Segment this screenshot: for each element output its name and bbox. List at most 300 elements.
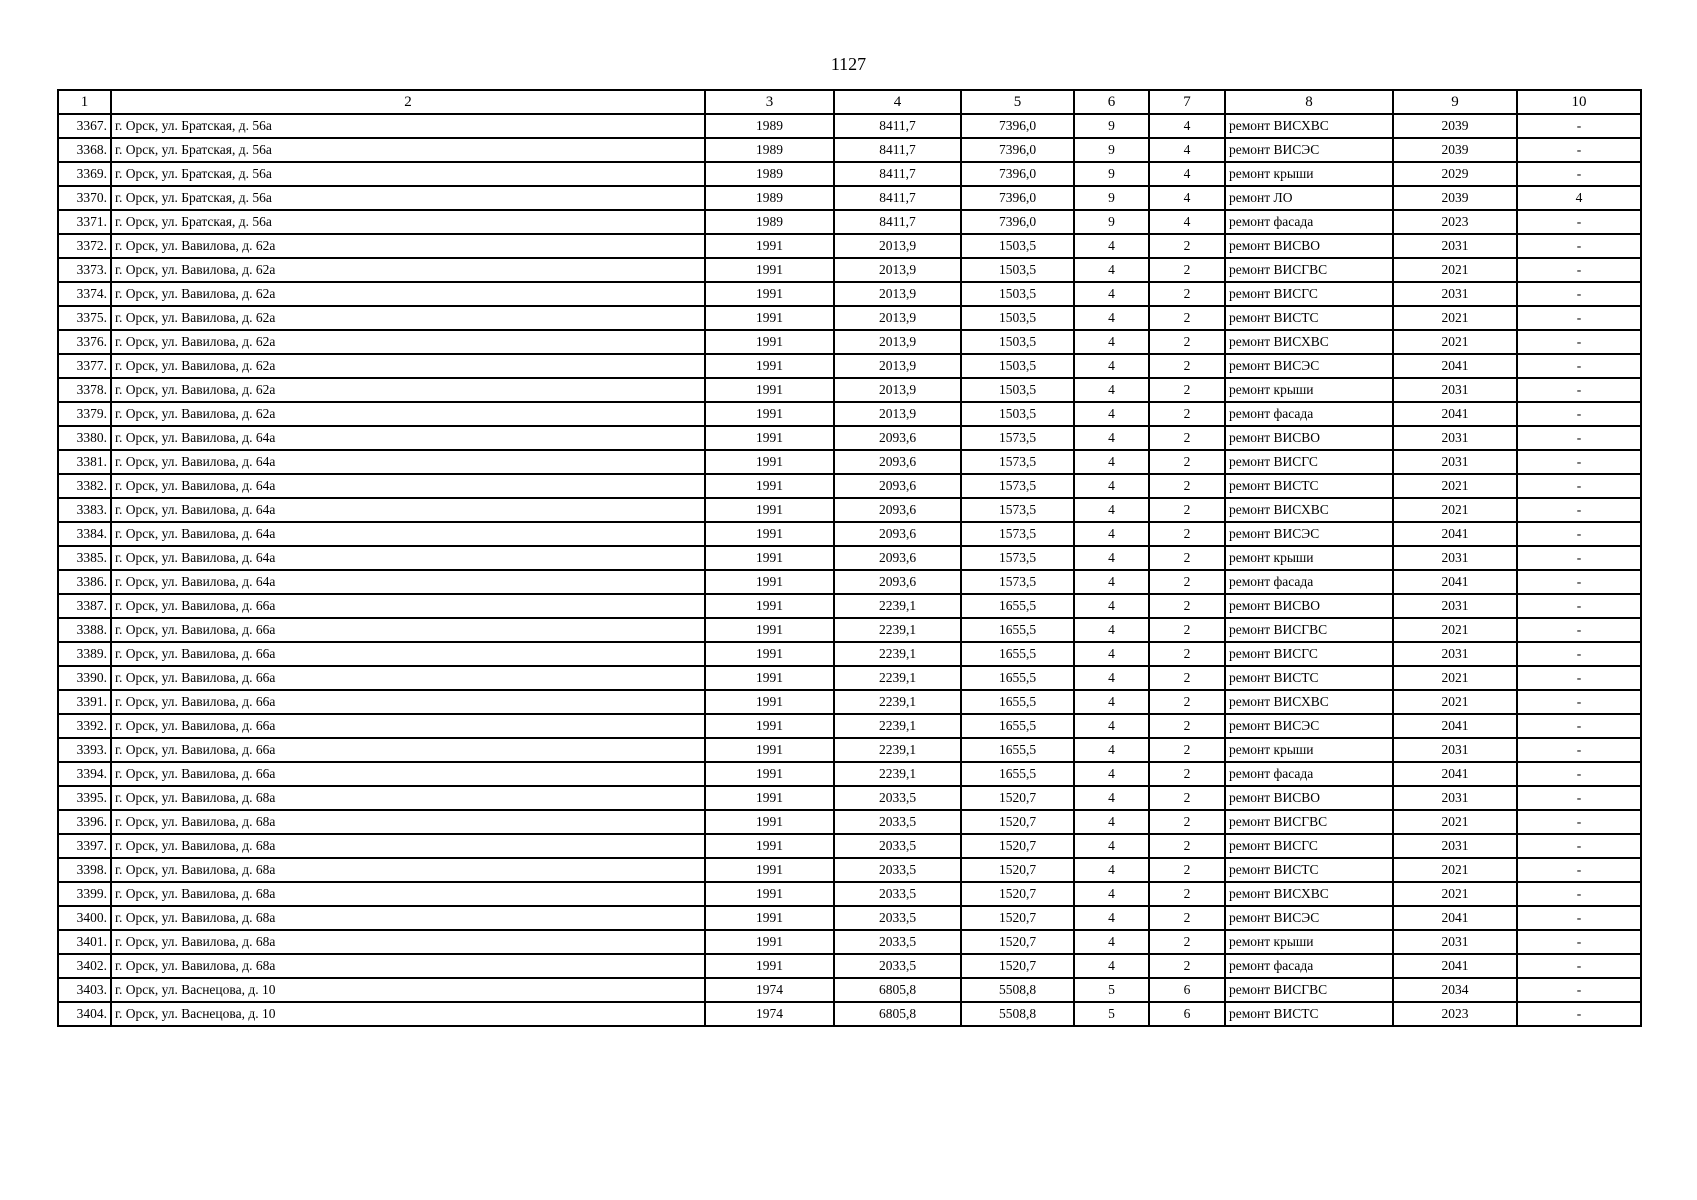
- total-area: 6805,8: [834, 978, 961, 1002]
- planned-year: 2021: [1393, 474, 1517, 498]
- work-type: ремонт ВИСХВС: [1225, 330, 1393, 354]
- planned-year: 2031: [1393, 786, 1517, 810]
- total-area: 2013,9: [834, 378, 961, 402]
- work-type: ремонт ВИСЭС: [1225, 522, 1393, 546]
- planned-year: 2031: [1393, 738, 1517, 762]
- total-area: 2239,1: [834, 618, 961, 642]
- floors: 4: [1074, 786, 1149, 810]
- table-row: [58, 258, 1641, 282]
- table-row: [58, 426, 1641, 450]
- floors: 9: [1074, 162, 1149, 186]
- row-number: 3386.: [58, 570, 111, 594]
- address: г. Орск, ул. Вавилова, д. 68а: [111, 882, 705, 906]
- floors: 4: [1074, 618, 1149, 642]
- address: г. Орск, ул. Вавилова, д. 62а: [111, 378, 705, 402]
- planned-year: 2041: [1393, 354, 1517, 378]
- work-type: ремонт ВИСВО: [1225, 786, 1393, 810]
- floors: 9: [1074, 138, 1149, 162]
- year-built: 1991: [705, 618, 834, 642]
- column-10-value: -: [1517, 234, 1641, 258]
- row-number: 3383.: [58, 498, 111, 522]
- column-header: 7: [1149, 90, 1225, 114]
- year-built: 1989: [705, 138, 834, 162]
- planned-year: 2041: [1393, 714, 1517, 738]
- table-row: [58, 786, 1641, 810]
- entrances: 2: [1149, 930, 1225, 954]
- entrances: 2: [1149, 618, 1225, 642]
- entrances: 2: [1149, 690, 1225, 714]
- table-row: [58, 642, 1641, 666]
- planned-year: 2041: [1393, 402, 1517, 426]
- floors: 4: [1074, 306, 1149, 330]
- living-area: 1655,5: [961, 666, 1074, 690]
- total-area: 2033,5: [834, 930, 961, 954]
- total-area: 2013,9: [834, 282, 961, 306]
- address: г. Орск, ул. Вавилова, д. 64а: [111, 570, 705, 594]
- entrances: 2: [1149, 282, 1225, 306]
- address: г. Орск, ул. Вавилова, д. 66а: [111, 594, 705, 618]
- planned-year: 2039: [1393, 186, 1517, 210]
- planned-year: 2031: [1393, 378, 1517, 402]
- column-10-value: -: [1517, 210, 1641, 234]
- address: г. Орск, ул. Вавилова, д. 64а: [111, 426, 705, 450]
- address: г. Орск, ул. Вавилова, д. 62а: [111, 330, 705, 354]
- entrances: 2: [1149, 738, 1225, 762]
- entrances: 2: [1149, 666, 1225, 690]
- year-built: 1974: [705, 1002, 834, 1026]
- year-built: 1989: [705, 186, 834, 210]
- year-built: 1991: [705, 498, 834, 522]
- address: г. Орск, ул. Вавилова, д. 62а: [111, 354, 705, 378]
- year-built: 1991: [705, 570, 834, 594]
- living-area: 7396,0: [961, 210, 1074, 234]
- address: г. Орск, ул. Вавилова, д. 68а: [111, 786, 705, 810]
- total-area: 2033,5: [834, 834, 961, 858]
- table-row: [58, 738, 1641, 762]
- table-row: [58, 282, 1641, 306]
- row-number: 3403.: [58, 978, 111, 1002]
- column-10-value: -: [1517, 714, 1641, 738]
- column-10-value: -: [1517, 162, 1641, 186]
- column-10-value: -: [1517, 402, 1641, 426]
- entrances: 2: [1149, 546, 1225, 570]
- address: г. Орск, ул. Вавилова, д. 68а: [111, 906, 705, 930]
- work-type: ремонт фасада: [1225, 402, 1393, 426]
- total-area: 2013,9: [834, 306, 961, 330]
- year-built: 1991: [705, 402, 834, 426]
- planned-year: 2021: [1393, 858, 1517, 882]
- table-row: [58, 978, 1641, 1002]
- floors: 4: [1074, 522, 1149, 546]
- entrances: 2: [1149, 234, 1225, 258]
- year-built: 1991: [705, 594, 834, 618]
- living-area: 1503,5: [961, 402, 1074, 426]
- work-type: ремонт ВИСГС: [1225, 282, 1393, 306]
- row-number: 3392.: [58, 714, 111, 738]
- total-area: 2239,1: [834, 714, 961, 738]
- total-area: 2093,6: [834, 498, 961, 522]
- year-built: 1991: [705, 330, 834, 354]
- table-row: [58, 594, 1641, 618]
- living-area: 1573,5: [961, 570, 1074, 594]
- page-number: 1127: [830, 54, 867, 74]
- row-number: 3367.: [58, 114, 111, 138]
- work-type: ремонт ВИСТС: [1225, 858, 1393, 882]
- column-10-value: -: [1517, 330, 1641, 354]
- planned-year: 2021: [1393, 330, 1517, 354]
- living-area: 5508,8: [961, 1002, 1074, 1026]
- total-area: 6805,8: [834, 1002, 961, 1026]
- entrances: 2: [1149, 426, 1225, 450]
- column-header: 4: [834, 90, 961, 114]
- address: г. Орск, ул. Вавилова, д. 66а: [111, 642, 705, 666]
- year-built: 1991: [705, 474, 834, 498]
- year-built: 1991: [705, 882, 834, 906]
- column-header: 3: [705, 90, 834, 114]
- work-type: ремонт ВИСГВС: [1225, 258, 1393, 282]
- column-10-value: -: [1517, 642, 1641, 666]
- floors: 4: [1074, 690, 1149, 714]
- year-built: 1991: [705, 762, 834, 786]
- table-row: [58, 522, 1641, 546]
- entrances: 2: [1149, 810, 1225, 834]
- column-10-value: -: [1517, 930, 1641, 954]
- column-10-value: -: [1517, 690, 1641, 714]
- year-built: 1991: [705, 666, 834, 690]
- address: г. Орск, ул. Вавилова, д. 68а: [111, 930, 705, 954]
- total-area: 8411,7: [834, 138, 961, 162]
- address: г. Орск, ул. Вавилова, д. 68а: [111, 858, 705, 882]
- row-number: 3375.: [58, 306, 111, 330]
- column-10-value: -: [1517, 786, 1641, 810]
- work-type: ремонт ВИСГС: [1225, 642, 1393, 666]
- table-row: [58, 618, 1641, 642]
- row-number: 3377.: [58, 354, 111, 378]
- row-number: 3395.: [58, 786, 111, 810]
- work-type: ремонт крыши: [1225, 546, 1393, 570]
- work-type: ремонт ВИСГВС: [1225, 810, 1393, 834]
- row-number: 3396.: [58, 810, 111, 834]
- table-row: [58, 474, 1641, 498]
- row-number: 3368.: [58, 138, 111, 162]
- entrances: 4: [1149, 210, 1225, 234]
- table-row: [58, 210, 1641, 234]
- table-row: [58, 762, 1641, 786]
- column-10-value: -: [1517, 258, 1641, 282]
- address: г. Орск, ул. Вавилова, д. 66а: [111, 762, 705, 786]
- total-area: 2239,1: [834, 762, 961, 786]
- total-area: 2239,1: [834, 666, 961, 690]
- living-area: 1573,5: [961, 522, 1074, 546]
- entrances: 2: [1149, 858, 1225, 882]
- year-built: 1991: [705, 906, 834, 930]
- living-area: 1503,5: [961, 258, 1074, 282]
- table-row: [58, 810, 1641, 834]
- work-type: ремонт фасада: [1225, 570, 1393, 594]
- total-area: 2093,6: [834, 474, 961, 498]
- planned-year: 2021: [1393, 810, 1517, 834]
- entrances: 2: [1149, 570, 1225, 594]
- planned-year: 2041: [1393, 954, 1517, 978]
- living-area: 1655,5: [961, 594, 1074, 618]
- floors: 4: [1074, 642, 1149, 666]
- row-number: 3380.: [58, 426, 111, 450]
- planned-year: 2023: [1393, 1002, 1517, 1026]
- column-10-value: -: [1517, 450, 1641, 474]
- planned-year: 2041: [1393, 762, 1517, 786]
- total-area: 2239,1: [834, 690, 961, 714]
- living-area: 1573,5: [961, 450, 1074, 474]
- year-built: 1991: [705, 546, 834, 570]
- work-type: ремонт ВИСХВС: [1225, 882, 1393, 906]
- entrances: 2: [1149, 714, 1225, 738]
- living-area: 1573,5: [961, 546, 1074, 570]
- work-type: ремонт крыши: [1225, 378, 1393, 402]
- column-10-value: -: [1517, 354, 1641, 378]
- planned-year: 2021: [1393, 306, 1517, 330]
- column-10-value: -: [1517, 114, 1641, 138]
- address: г. Орск, ул. Вавилова, д. 64а: [111, 450, 705, 474]
- year-built: 1991: [705, 234, 834, 258]
- table-row: [58, 330, 1641, 354]
- living-area: 1655,5: [961, 642, 1074, 666]
- planned-year: 2021: [1393, 666, 1517, 690]
- table-row: [58, 906, 1641, 930]
- living-area: 1503,5: [961, 234, 1074, 258]
- work-type: ремонт ВИСВО: [1225, 234, 1393, 258]
- row-number: 3371.: [58, 210, 111, 234]
- column-10-value: -: [1517, 810, 1641, 834]
- total-area: 2033,5: [834, 882, 961, 906]
- work-type: ремонт ВИСЭС: [1225, 354, 1393, 378]
- row-number: 3372.: [58, 234, 111, 258]
- total-area: 8411,7: [834, 162, 961, 186]
- year-built: 1991: [705, 786, 834, 810]
- work-type: ремонт ВИСТС: [1225, 306, 1393, 330]
- living-area: 1655,5: [961, 738, 1074, 762]
- table-row: [58, 834, 1641, 858]
- row-number: 3370.: [58, 186, 111, 210]
- living-area: 1503,5: [961, 378, 1074, 402]
- address: г. Орск, ул. Вавилова, д. 66а: [111, 666, 705, 690]
- total-area: 2013,9: [834, 354, 961, 378]
- year-built: 1991: [705, 954, 834, 978]
- living-area: 1520,7: [961, 834, 1074, 858]
- planned-year: 2021: [1393, 882, 1517, 906]
- table-row: [58, 306, 1641, 330]
- address: г. Орск, ул. Вавилова, д. 64а: [111, 498, 705, 522]
- row-number: 3400.: [58, 906, 111, 930]
- column-10-value: -: [1517, 378, 1641, 402]
- floors: 4: [1074, 354, 1149, 378]
- floors: 4: [1074, 834, 1149, 858]
- column-10-value: -: [1517, 666, 1641, 690]
- work-type: ремонт ВИСВО: [1225, 426, 1393, 450]
- total-area: 2033,5: [834, 810, 961, 834]
- living-area: 7396,0: [961, 138, 1074, 162]
- address: г. Орск, ул. Братская, д. 56а: [111, 186, 705, 210]
- address: г. Орск, ул. Вавилова, д. 64а: [111, 546, 705, 570]
- year-built: 1991: [705, 858, 834, 882]
- entrances: 4: [1149, 162, 1225, 186]
- entrances: 2: [1149, 762, 1225, 786]
- total-area: 8411,7: [834, 210, 961, 234]
- planned-year: 2023: [1393, 210, 1517, 234]
- year-built: 1991: [705, 378, 834, 402]
- row-number: 3391.: [58, 690, 111, 714]
- floors: 4: [1074, 474, 1149, 498]
- floors: 9: [1074, 114, 1149, 138]
- floors: 4: [1074, 882, 1149, 906]
- address: г. Орск, ул. Вавилова, д. 62а: [111, 234, 705, 258]
- living-area: 1503,5: [961, 306, 1074, 330]
- total-area: 2093,6: [834, 570, 961, 594]
- row-number: 3376.: [58, 330, 111, 354]
- work-type: ремонт ЛО: [1225, 186, 1393, 210]
- living-area: 7396,0: [961, 186, 1074, 210]
- register-table: [57, 89, 1642, 1027]
- header-row: [58, 90, 1641, 114]
- row-number: 3388.: [58, 618, 111, 642]
- table-row: [58, 498, 1641, 522]
- living-area: 1520,7: [961, 786, 1074, 810]
- year-built: 1991: [705, 930, 834, 954]
- table-row: [58, 114, 1641, 138]
- work-type: ремонт ВИСГС: [1225, 450, 1393, 474]
- planned-year: 2031: [1393, 546, 1517, 570]
- column-10-value: -: [1517, 306, 1641, 330]
- year-built: 1991: [705, 258, 834, 282]
- entrances: 2: [1149, 906, 1225, 930]
- floors: 5: [1074, 978, 1149, 1002]
- total-area: 2093,6: [834, 522, 961, 546]
- row-number: 3389.: [58, 642, 111, 666]
- address: г. Орск, ул. Васнецова, д. 10: [111, 978, 705, 1002]
- entrances: 2: [1149, 450, 1225, 474]
- column-header: 1: [58, 90, 111, 114]
- row-number: 3394.: [58, 762, 111, 786]
- column-10-value: -: [1517, 882, 1641, 906]
- column-10-value: -: [1517, 546, 1641, 570]
- work-type: ремонт крыши: [1225, 162, 1393, 186]
- column-10-value: -: [1517, 570, 1641, 594]
- planned-year: 2031: [1393, 426, 1517, 450]
- living-area: 5508,8: [961, 978, 1074, 1002]
- living-area: 1503,5: [961, 282, 1074, 306]
- work-type: ремонт ВИСТС: [1225, 474, 1393, 498]
- work-type: ремонт ВИСГС: [1225, 834, 1393, 858]
- total-area: 2033,5: [834, 858, 961, 882]
- planned-year: 2041: [1393, 522, 1517, 546]
- year-built: 1991: [705, 714, 834, 738]
- column-10-value: -: [1517, 618, 1641, 642]
- planned-year: 2031: [1393, 450, 1517, 474]
- entrances: 2: [1149, 378, 1225, 402]
- work-type: ремонт ВИСХВС: [1225, 114, 1393, 138]
- floors: 4: [1074, 450, 1149, 474]
- column-10-value: -: [1517, 594, 1641, 618]
- planned-year: 2031: [1393, 642, 1517, 666]
- planned-year: 2029: [1393, 162, 1517, 186]
- planned-year: 2031: [1393, 234, 1517, 258]
- work-type: ремонт ВИСХВС: [1225, 498, 1393, 522]
- total-area: 2013,9: [834, 234, 961, 258]
- column-header: 8: [1225, 90, 1393, 114]
- column-10-value: -: [1517, 1002, 1641, 1026]
- year-built: 1989: [705, 210, 834, 234]
- entrances: 6: [1149, 978, 1225, 1002]
- entrances: 2: [1149, 834, 1225, 858]
- floors: 4: [1074, 810, 1149, 834]
- floors: 4: [1074, 330, 1149, 354]
- row-number: 3369.: [58, 162, 111, 186]
- work-type: ремонт ВИСТС: [1225, 666, 1393, 690]
- address: г. Орск, ул. Вавилова, д. 62а: [111, 282, 705, 306]
- column-10-value: -: [1517, 954, 1641, 978]
- address: г. Орск, ул. Братская, д. 56а: [111, 210, 705, 234]
- entrances: 2: [1149, 258, 1225, 282]
- floors: 4: [1074, 930, 1149, 954]
- living-area: 1655,5: [961, 762, 1074, 786]
- living-area: 1655,5: [961, 690, 1074, 714]
- row-number: 3387.: [58, 594, 111, 618]
- address: г. Орск, ул. Вавилова, д. 66а: [111, 714, 705, 738]
- total-area: 2013,9: [834, 330, 961, 354]
- entrances: 2: [1149, 594, 1225, 618]
- total-area: 2013,9: [834, 258, 961, 282]
- work-type: ремонт крыши: [1225, 930, 1393, 954]
- entrances: 4: [1149, 114, 1225, 138]
- entrances: 4: [1149, 138, 1225, 162]
- living-area: 1573,5: [961, 498, 1074, 522]
- planned-year: 2034: [1393, 978, 1517, 1002]
- living-area: 7396,0: [961, 162, 1074, 186]
- year-built: 1991: [705, 642, 834, 666]
- year-built: 1991: [705, 354, 834, 378]
- address: г. Орск, ул. Вавилова, д. 64а: [111, 474, 705, 498]
- planned-year: 2039: [1393, 114, 1517, 138]
- table-row: [58, 858, 1641, 882]
- address: г. Орск, ул. Братская, д. 56а: [111, 138, 705, 162]
- address: г. Орск, ул. Вавилова, д. 68а: [111, 810, 705, 834]
- table-row: [58, 1002, 1641, 1026]
- planned-year: 2031: [1393, 282, 1517, 306]
- living-area: 1520,7: [961, 954, 1074, 978]
- year-built: 1991: [705, 810, 834, 834]
- living-area: 7396,0: [961, 114, 1074, 138]
- floors: 4: [1074, 762, 1149, 786]
- living-area: 1503,5: [961, 330, 1074, 354]
- row-number: 3382.: [58, 474, 111, 498]
- column-10-value: -: [1517, 138, 1641, 162]
- work-type: ремонт фасада: [1225, 954, 1393, 978]
- floors: 4: [1074, 258, 1149, 282]
- floors: 4: [1074, 738, 1149, 762]
- living-area: 1573,5: [961, 474, 1074, 498]
- table-row: [58, 138, 1641, 162]
- row-number: 3384.: [58, 522, 111, 546]
- living-area: 1573,5: [961, 426, 1074, 450]
- year-built: 1991: [705, 834, 834, 858]
- row-number: 3378.: [58, 378, 111, 402]
- row-number: 3385.: [58, 546, 111, 570]
- table-row: [58, 402, 1641, 426]
- floors: 4: [1074, 858, 1149, 882]
- column-header: 2: [111, 90, 705, 114]
- address: г. Орск, ул. Вавилова, д. 66а: [111, 618, 705, 642]
- address: г. Орск, ул. Братская, д. 56а: [111, 162, 705, 186]
- entrances: 2: [1149, 306, 1225, 330]
